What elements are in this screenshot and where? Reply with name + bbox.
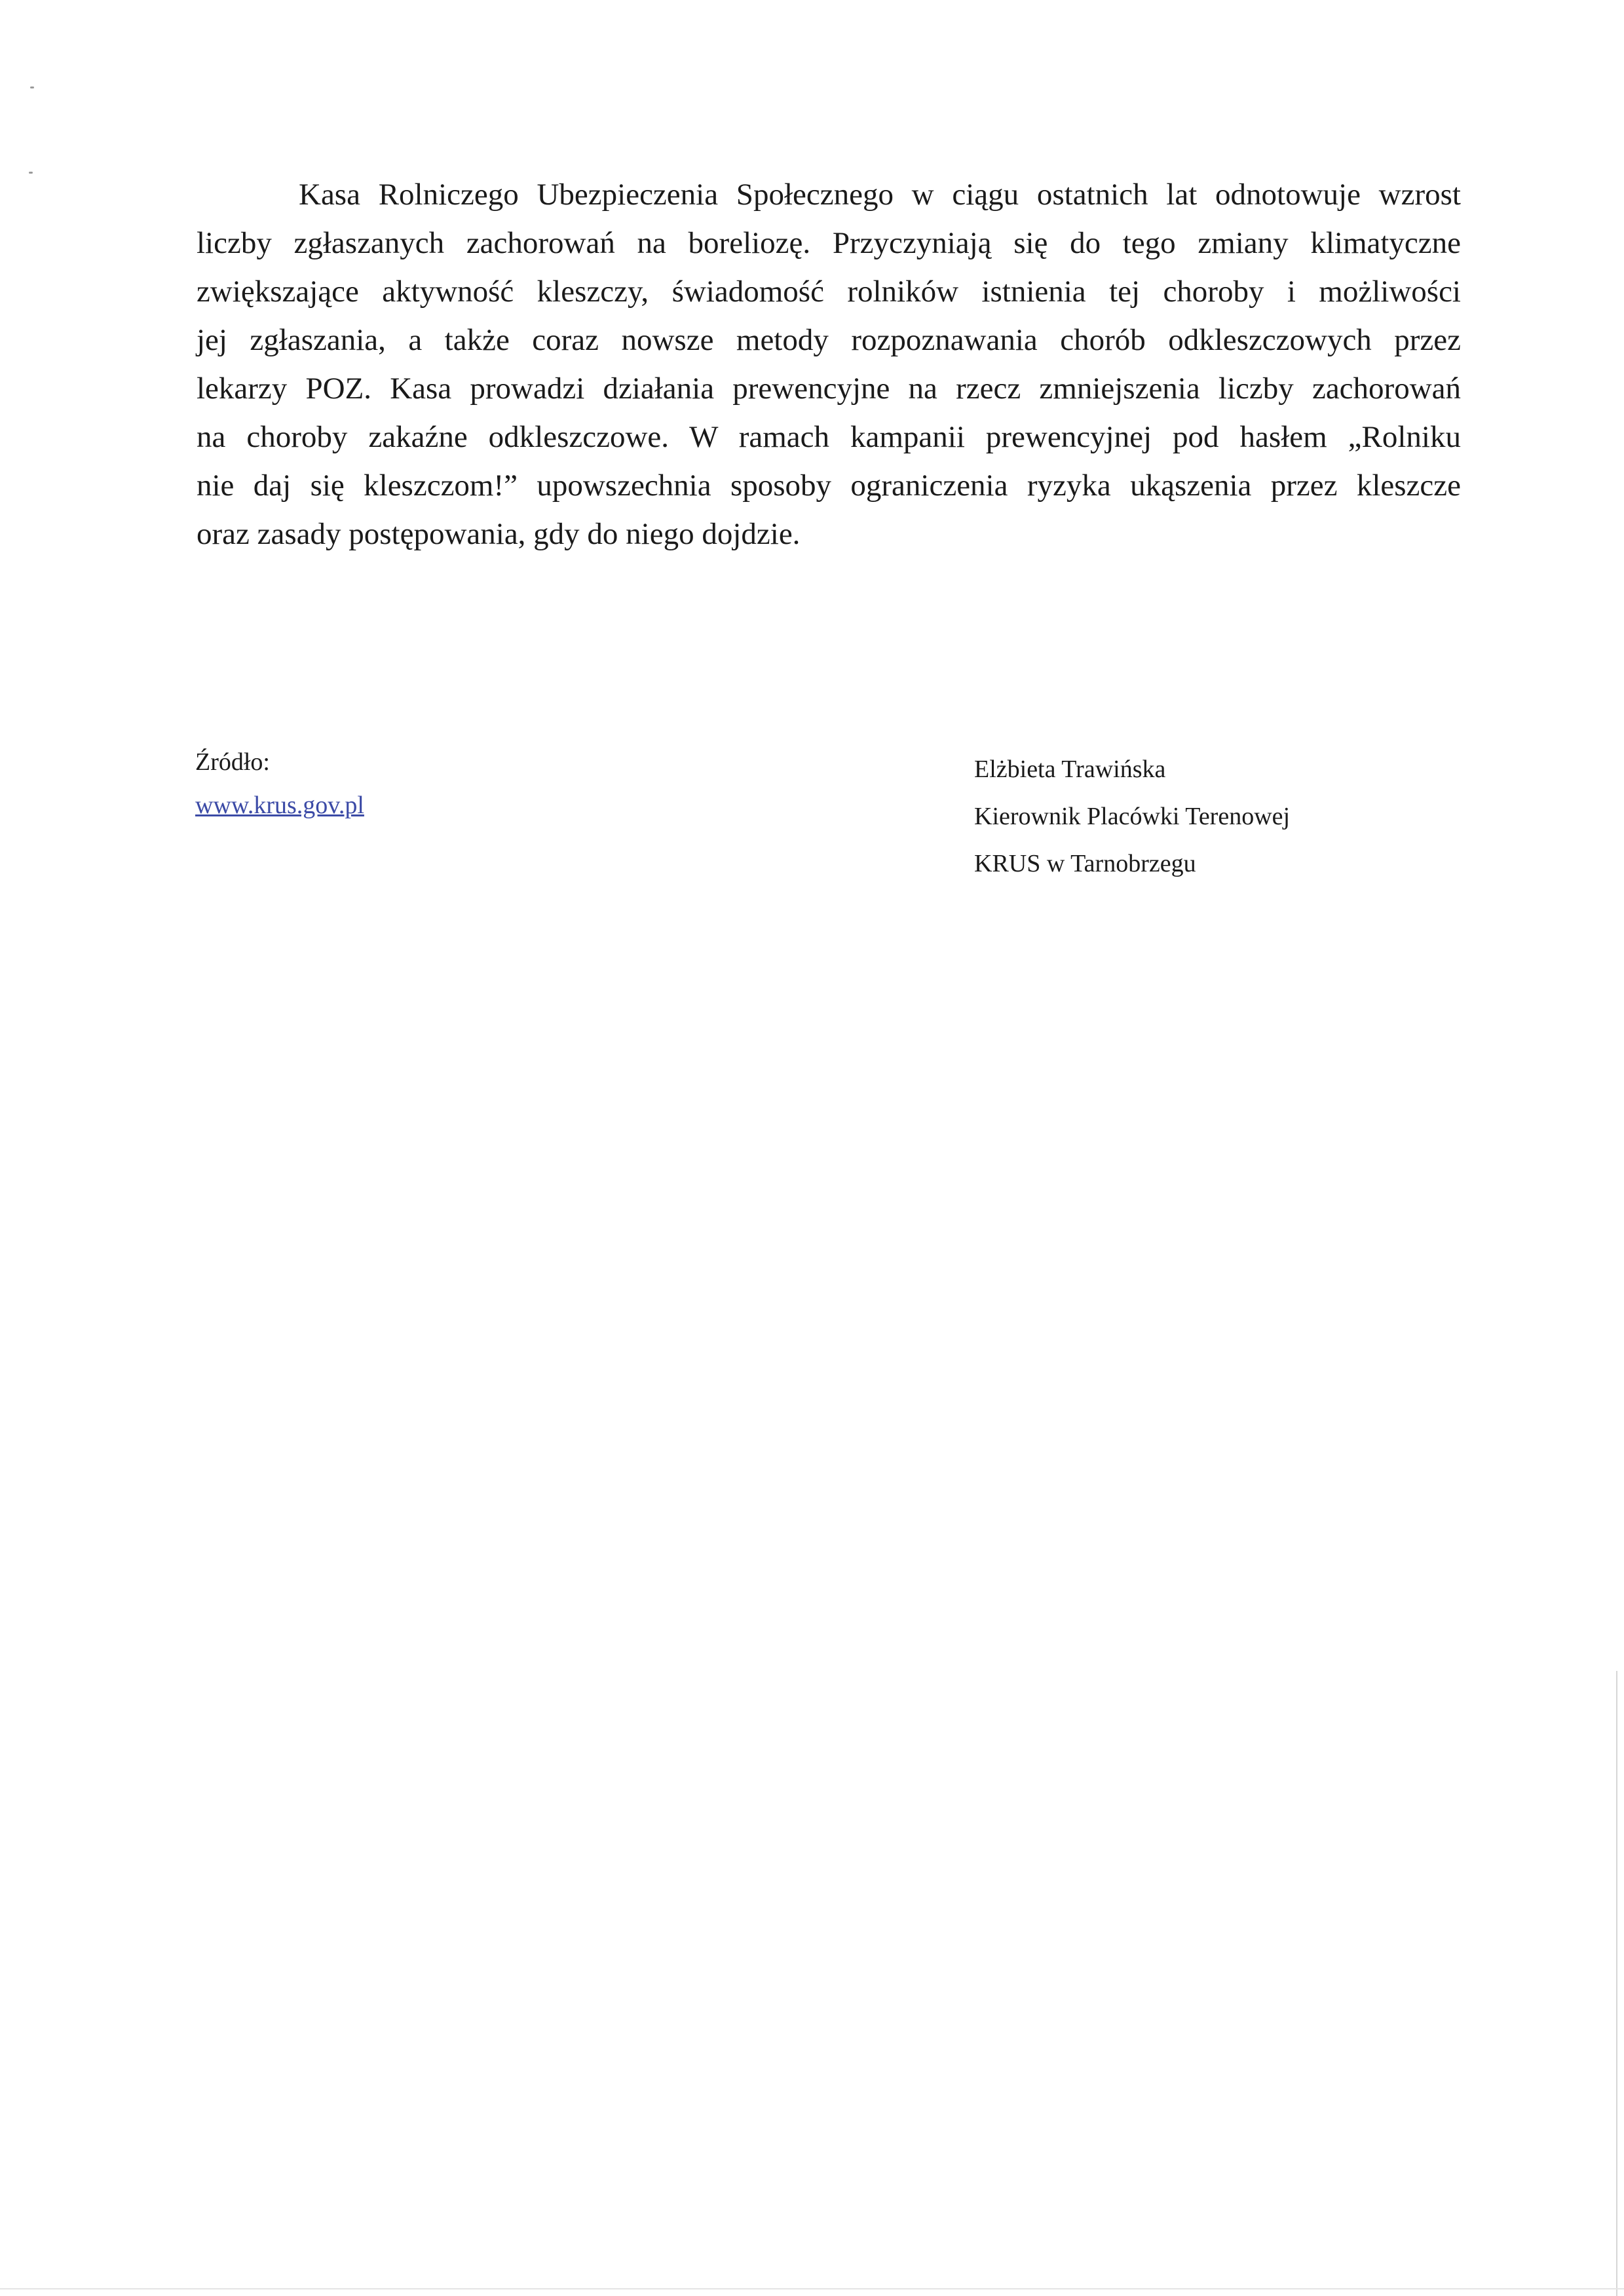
paragraph-line: nie daj się kleszczom!” upowszechnia sposoby ograniczenia ryzyka ukąszenia przez kleszcze bbox=[197, 469, 1461, 503]
paragraph-line: liczby zgłaszanych zachorowań na boreliozę. Przyczyniają się do tego zmiany klimatyczne bbox=[197, 226, 1461, 260]
signatory-name: Elżbieta Trawińska bbox=[974, 756, 1166, 783]
source-link[interactable]: www.krus.gov.pl bbox=[195, 792, 364, 819]
scan-dot-mark bbox=[29, 172, 33, 174]
scan-dot-mark bbox=[30, 86, 34, 88]
paragraph-line: lekarzy POZ. Kasa prowadzi działania prewencyjne na rzecz zmniejszenia liczby zachorowań bbox=[197, 372, 1461, 406]
paragraph-line: jej zgłaszania, a także coraz nowsze metody rozpoznawania chorób odkleszczowych przez bbox=[197, 323, 1461, 357]
signatory-office: KRUS w Tarnobrzegu bbox=[974, 850, 1196, 877]
paragraph-line: Kasa Rolniczego Ubezpieczenia Społecznego w ciągu ostatnich lat odnotowuje wzrost bbox=[299, 178, 1461, 212]
paragraph-line: zwiększające aktywność kleszczy, świadomość rolników istnienia tej choroby i możliwości bbox=[197, 275, 1461, 309]
scan-edge-line bbox=[1616, 1671, 1617, 2296]
paragraph-line: oraz zasady postępowania, gdy do niego dojdzie. bbox=[197, 517, 801, 551]
signature-block bbox=[974, 746, 1290, 887]
paragraph-line: na choroby zakaźne odkleszczowe. W ramach kampanii prewencyjnej pod hasłem „Rolniku bbox=[197, 420, 1461, 454]
scan-bottom-line bbox=[0, 2288, 1624, 2289]
source-label: Źródło: bbox=[195, 748, 270, 776]
signatory-position: Kierownik Placówki Terenowej bbox=[974, 803, 1291, 830]
source-block bbox=[195, 740, 364, 827]
body-paragraph bbox=[197, 170, 1461, 558]
